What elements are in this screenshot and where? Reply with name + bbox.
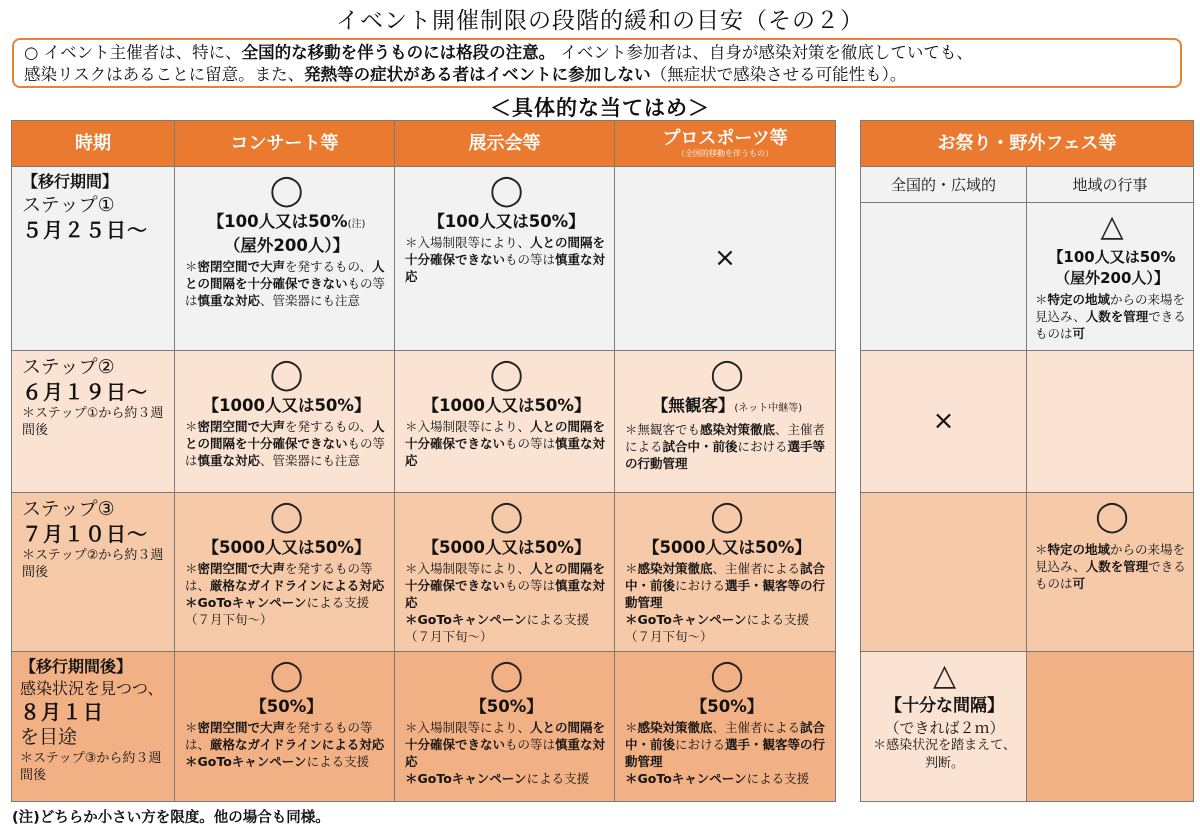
- footnote: (注)どちらか小さい方を限度。他の場合も同様。: [12, 810, 330, 826]
- header-prosports-label: プロスポーツ等: [662, 127, 788, 149]
- nationwide-cell: [861, 203, 1027, 350]
- status-symbol: ◯: [269, 356, 304, 392]
- cell-description: ＊入場制限等により、人との間隔を十分確保できないもの等は慎重な対応: [405, 235, 606, 285]
- limit-heading: 【1000人又は50%】: [422, 395, 591, 415]
- local-cell: [1027, 493, 1194, 651]
- status-symbol: ◯: [489, 173, 524, 209]
- exhibition-cell: [395, 167, 615, 351]
- period-cell: [12, 493, 175, 651]
- prosports-cell: [615, 167, 836, 351]
- status-symbol: ◯: [710, 657, 744, 693]
- cell-description: ＊密閉空間で大声を発するもの、人との間隔を十分確保できないもの等は慎重な対応、管楽器にも注意: [185, 418, 386, 468]
- cell-description: ＊入場制限等により、人との間隔を十分確保できないもの等は慎重な対応 ＊GoToキャンペーンによる支援: [405, 719, 606, 786]
- header-prosports-note: （全国的移動を伴うもの）: [677, 148, 773, 158]
- period-date: ８月１日: [20, 699, 104, 724]
- exhibition-cell: [395, 651, 615, 801]
- concert-cell: [175, 493, 395, 651]
- period-tag: 【移行期間後】: [20, 656, 133, 676]
- cell-description: ＊密閉空間で大声を発するもの、人との間隔を十分確保できないもの等は慎重な対応、管楽器にも注意: [185, 259, 386, 309]
- period-cell: [12, 167, 175, 351]
- nationwide-cell: [861, 350, 1027, 492]
- prosports-cell: [615, 651, 836, 801]
- limit-heading: 【無観客】(ネット中継等): [651, 395, 803, 415]
- header-period: 時期: [12, 121, 175, 167]
- limit-heading: 【1000人又は50%】: [202, 395, 371, 415]
- section-subtitle: ＜具体的な当てはめ＞: [490, 96, 710, 120]
- limit-text-2: （屋外200人）】: [223, 236, 350, 256]
- notice-text: イベント参加者は、自身が感染対策を徹底していても、: [555, 43, 973, 62]
- concert-cell: [175, 167, 395, 351]
- period-cell: [12, 350, 175, 492]
- table-row: [12, 350, 836, 492]
- limit-caption: (ネット中継等): [734, 402, 803, 414]
- period-date: ７月１０日～: [22, 522, 148, 547]
- notice-text: ○ イベント主催者は、特に、: [24, 43, 242, 62]
- subheader-local: 地域の行事: [1027, 167, 1194, 203]
- limit-heading: 【50%】: [250, 696, 323, 716]
- local-cell: [1027, 651, 1194, 802]
- status-symbol: ◯: [710, 356, 744, 392]
- header-festival: お祭り・野外フェス等: [861, 121, 1194, 167]
- period-note: ＊ステップ③から約３週間後: [20, 750, 162, 783]
- notice-bold: 発熱等の症状がある者はイベントに参加しない: [304, 65, 651, 84]
- concert-cell: [175, 651, 395, 801]
- period-step: 感染状況を見つつ、: [20, 678, 164, 698]
- notice-bold: 全国的な移動を伴うものには格段の注意。: [241, 43, 556, 62]
- header-exhibition: 展示会等: [395, 121, 615, 167]
- prosports-cell: [615, 350, 836, 492]
- cell-description: ＊特定の地域からの来場を見込み、人数を管理できるものは可: [1035, 292, 1186, 342]
- limit-text: 【100人又は50%: [207, 212, 348, 232]
- table-row: [861, 203, 1194, 350]
- cell-description: ＊無観客でも感染対策徹底、主催者による試合中・前後における選手等の行動管理: [625, 421, 826, 471]
- status-symbol: ◯: [1095, 499, 1129, 535]
- nationwide-cell: [861, 493, 1027, 651]
- table-row: [12, 167, 836, 351]
- period-step: ステップ②: [22, 355, 115, 378]
- period-step: ステップ③: [22, 498, 115, 521]
- limit-subtext: （できれば２ｍ）: [884, 718, 1005, 737]
- exhibition-cell: [395, 493, 615, 651]
- period-note: ＊ステップ②から約３週間後: [22, 548, 164, 581]
- limit-heading: 【50%】: [470, 696, 543, 716]
- status-symbol: ◯: [710, 499, 744, 535]
- cell-description: ＊感染状況を踏まえて、判断。: [873, 737, 1016, 771]
- status-symbol: ◯: [489, 356, 524, 392]
- subheader-nationwide: 全国的・広域的: [861, 167, 1027, 203]
- limit-heading: [185, 211, 388, 256]
- status-symbol: ◯: [269, 657, 304, 693]
- status-symbol: ◯: [269, 173, 304, 209]
- period-date: ６月１９日～: [22, 379, 148, 404]
- period-date: ５月２５日～: [22, 218, 148, 243]
- cell-description: ＊感染対策徹底、主催者による試合中・前後における選手・観客等の行動管理 ＊GoToキャンペーンによる支援: [625, 719, 826, 786]
- notice-box: [12, 38, 1182, 88]
- cell-description: ＊入場制限等により、人との間隔を十分確保できないもの等は慎重な対応: [405, 418, 606, 468]
- period-note: ＊ステップ①から約３週間後: [22, 405, 164, 438]
- notice-text: 感染リスクはあることに留意。また、: [24, 65, 305, 84]
- prosports-cell: [615, 493, 836, 651]
- limit-heading: 【50%】: [690, 696, 764, 716]
- local-cell: [1027, 203, 1194, 350]
- table-row: [861, 651, 1194, 802]
- local-cell: [1027, 350, 1194, 492]
- status-symbol: ◯: [489, 657, 524, 693]
- status-symbol: △: [1100, 209, 1124, 245]
- header-concert: コンサート等: [175, 121, 395, 167]
- exhibition-cell: [395, 350, 615, 492]
- cell-description: ＊感染対策徹底、主催者による試合中・前後における選手・観客等の行動管理 ＊GoToキャンペーンによる支援（７月下旬～）: [625, 561, 826, 645]
- status-symbol: ×: [932, 406, 955, 437]
- limit-heading: 【100人又は50%】: [428, 212, 585, 232]
- cell-description: ＊特定の地域からの来場を見込み、人数を管理できるものは可: [1035, 542, 1186, 592]
- header-prosports: [615, 121, 836, 167]
- table-row: [12, 651, 836, 801]
- limit-heading: 【5000人又は50%】: [202, 538, 371, 558]
- table-row: [12, 493, 836, 651]
- status-symbol: ◯: [489, 499, 524, 535]
- period-step: ステップ①: [22, 194, 115, 217]
- page-title: イベント開催制限の段階的緩和の目安（その２）: [336, 8, 864, 34]
- cell-description: ＊入場制限等により、人との間隔を十分確保できないもの等は慎重な対応 ＊GoToキャンペーンによる支援（７月下旬～）: [405, 561, 606, 645]
- notice-text: （無症状で感染させる可能性も）。: [650, 65, 907, 84]
- limit-heading: 【100人又は50% （屋外200人）】: [1048, 248, 1176, 288]
- nationwide-cell: [861, 651, 1027, 802]
- status-symbol: ×: [714, 243, 736, 274]
- status-symbol: △: [932, 657, 957, 693]
- cell-description: ＊密閉空間で大声を発するもの等は、厳格なガイドラインによる対応 ＊GoToキャンペーンによる支援: [185, 719, 385, 769]
- period-cell: [12, 651, 175, 801]
- main-table: [11, 120, 836, 802]
- table-row: [861, 350, 1194, 492]
- period-date-suffix: を目途: [20, 725, 78, 748]
- limit-heading: 【十分な間隔】: [885, 695, 1004, 716]
- limit-heading: 【5000人又は50%】: [643, 538, 811, 558]
- limit-heading: 【5000人又は50%】: [422, 538, 591, 558]
- festival-table: [860, 120, 1194, 802]
- period-tag: 【移行期間】: [22, 172, 119, 192]
- table-row: [861, 493, 1194, 651]
- cell-description: ＊密閉空間で大声を発するもの等は、厳格なガイドラインによる対応 ＊GoToキャンペーンによる支援（７月下旬～）: [185, 561, 385, 628]
- note-mark: (注): [347, 219, 366, 231]
- status-symbol: ◯: [269, 499, 304, 535]
- concert-cell: [175, 350, 395, 492]
